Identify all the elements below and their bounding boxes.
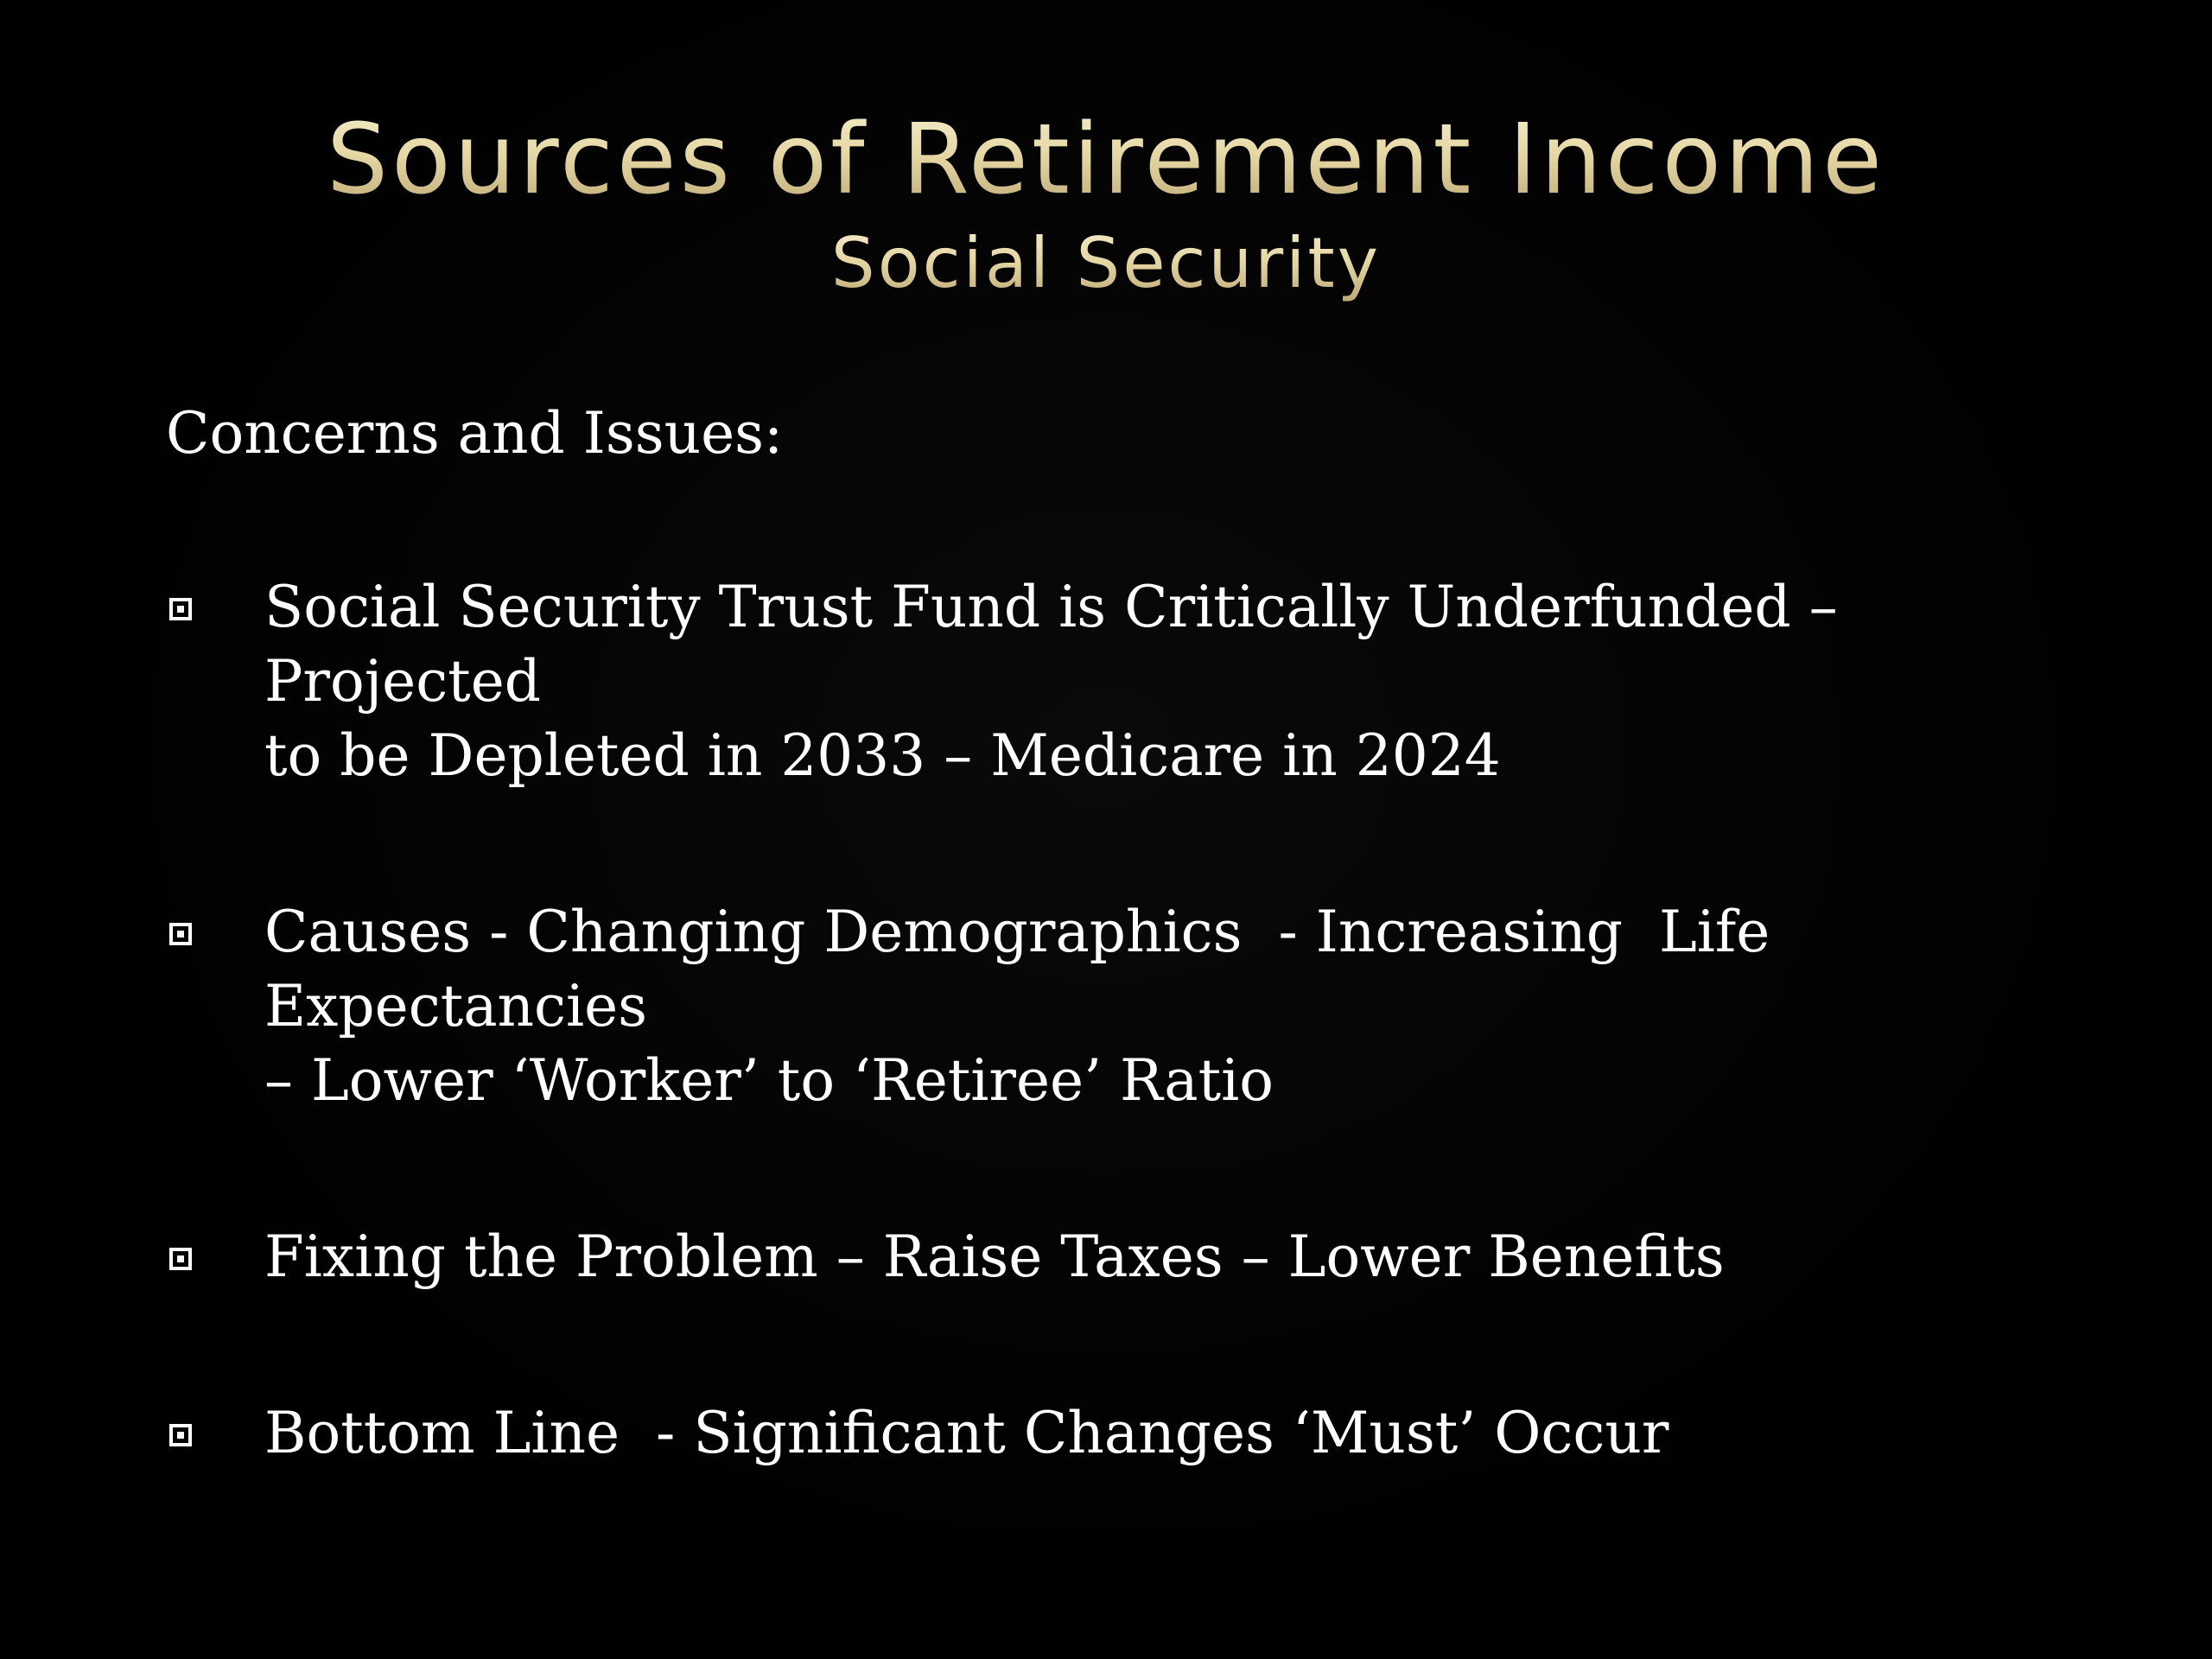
bullet-line: Fixing the Problem – Raise Taxes – Lower Benefits: [264, 1224, 1725, 1290]
square-bullet-icon: [169, 923, 192, 945]
square-bullet-icon: [169, 598, 192, 620]
title-block: [0, 99, 2212, 307]
intro-text: Concerns and Issues:: [166, 400, 784, 467]
bullet-item-causes: [166, 895, 2119, 1118]
bullet-item-trust-fund: [166, 570, 2119, 793]
slide-title: Sources of Retirement Income: [0, 99, 2212, 220]
bullet-line: Bottom Line - Significant Changes ‘Must’ Occur: [264, 1400, 1669, 1466]
bullet-item-bottom-line: [166, 1396, 2119, 1471]
square-bullet-icon: [169, 1424, 192, 1446]
bullet-line: Social Security Trust Fund is Critically Underfunded – Projected: [264, 574, 1856, 715]
bullet-item-fixing: [166, 1220, 2119, 1294]
bullet-line: to be Depleted in 2033 – Medicare in 2024: [264, 722, 1501, 789]
slide-subtitle: Social Security: [0, 220, 2212, 307]
bullet-line: – Lower ‘Worker’ to ‘Retiree’ Ratio: [264, 1047, 1274, 1114]
bullet-list: [166, 570, 2119, 1573]
square-bullet-icon: [169, 1248, 192, 1270]
bullet-line: Causes - Changing Demographics - Increasing Life Expectancies: [264, 899, 1789, 1039]
